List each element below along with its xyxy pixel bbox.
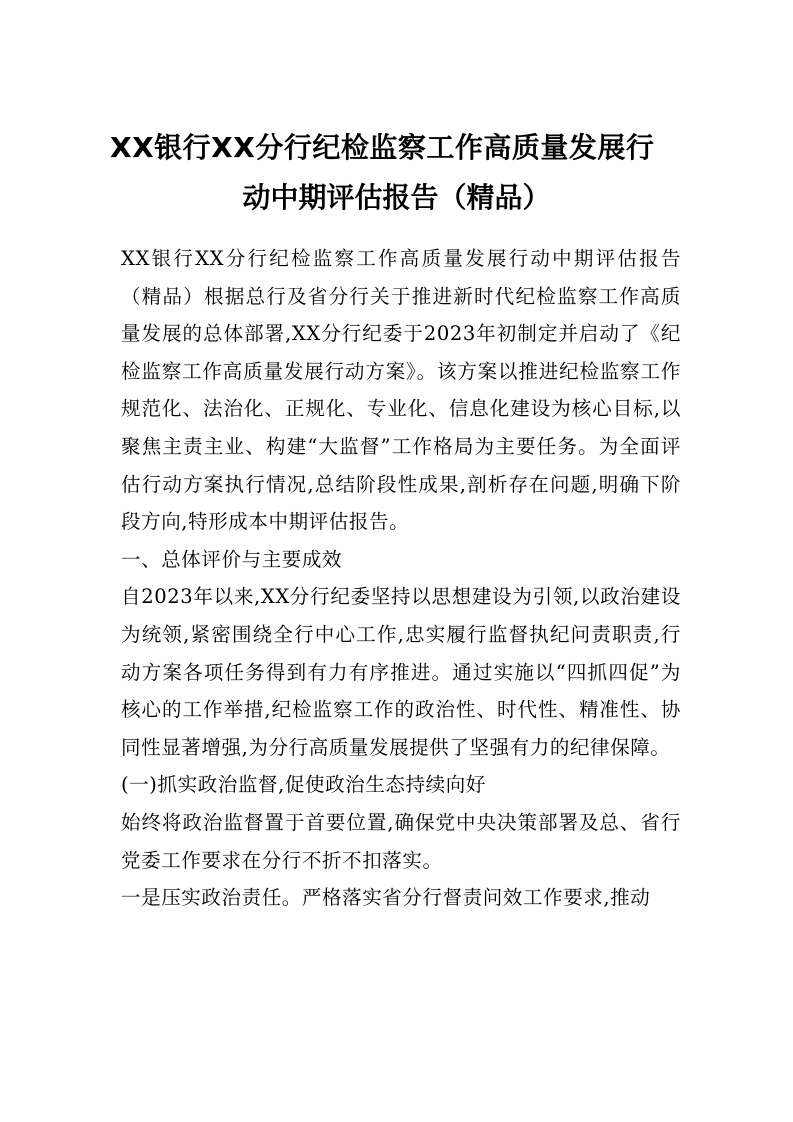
- subsection-heading-1: (一)抓实政治监督,促使政治生态持续向好: [121, 773, 486, 797]
- subsection-1-item-1: 一是压实政治责任。严格落实省分行督责问效工作要求,推动: [121, 886, 651, 910]
- section-heading-1: 一、总体评价与主要成效: [121, 547, 343, 571]
- intro-paragraph: XX银行XX分行纪检监察工作高质量发展行动中期评估报告（精品）根据总行及省分行关于推进新时代纪检监察工作高质量发展的总体部署,XX分行纪委于2023年初制定并启动了《纪检监察工作高质量发展行动方案》。该方案以推进纪检监察工作规范化、法治化、正规化、专业化、信息化建设为核心目标,以聚焦主责主业、构建“大监督”工作格局为主要任务。为全面评估行动方案执行情况,总结阶段性成果,剖析存在问题,明确下阶段方向,特形成本中期评估报告。: [121, 247, 681, 534]
- document-title-line-1: XX银行XX分行纪检监察工作高质量发展行: [110, 131, 655, 164]
- section-1-paragraph: 自2023年以来,XX分行纪委坚持以思想建设为引领,以政治建设为统领,紧密围绕全行中心工作,忠实履行监督执纪问责职责,行动方案各项任务得到有力有序推进。通过实施以“四抓四促”为核心的工作举措,纪检监察工作的政治性、时代性、精准性、协同性显著增强,为分行高质量发展提供了坚强有力的纪律保障。: [121, 585, 681, 759]
- document-title-line-2: 动中期评估报告（精品）: [242, 181, 551, 214]
- document-body: [121, 240, 681, 917]
- subsection-1-paragraph: 始终将政治监督置于首要位置,确保党中央决策部署及总、省行党委工作要求在分行不折不扣落实。: [121, 810, 681, 872]
